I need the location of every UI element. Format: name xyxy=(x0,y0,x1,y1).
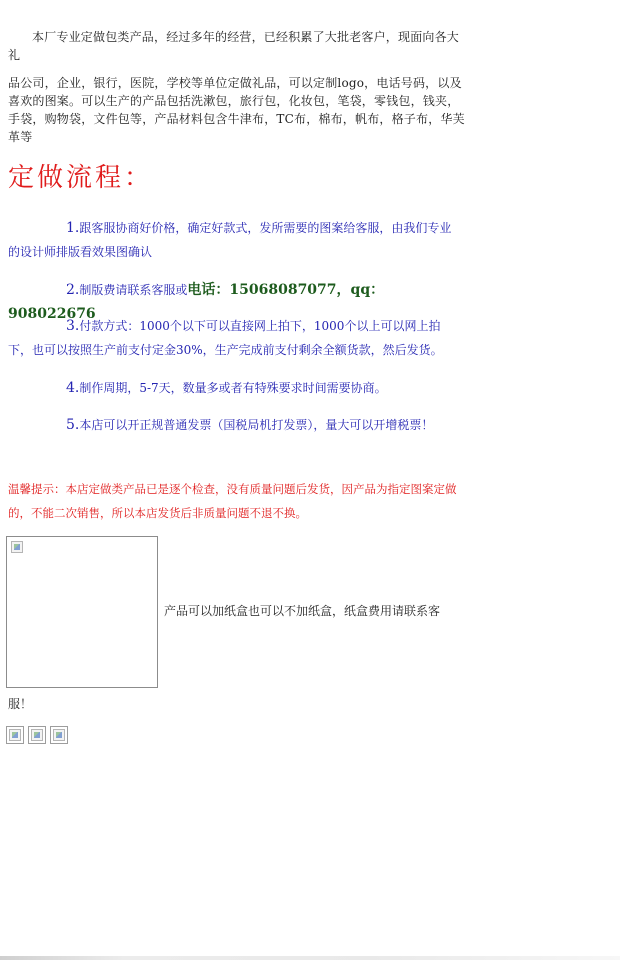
broken-image-icon xyxy=(31,729,43,741)
process-heading: 定做流程： xyxy=(8,163,154,193)
intro-first-line: 本厂专业定做包类产品，经过多年的经营，已经积累了大批老客户，现面向各大礼 xyxy=(8,30,460,62)
step-text-2: 制版费请联系客服或 xyxy=(79,283,188,297)
packaging-note-line-2: 服！ xyxy=(8,697,33,711)
step-number-3: 3. xyxy=(66,318,80,334)
thumbnail-image-2[interactable] xyxy=(28,726,46,744)
warm-tip: 温馨提示：本店定做类产品已是逐个检查，没有质量问题后发货，因产品为指定图案定做的，不能二次销售，所以本店发货后非质量问题不退不换。 xyxy=(8,482,457,520)
step-number-2: 2. xyxy=(66,282,80,298)
contact-info: 电话：15068087077，qq：908022676 xyxy=(8,282,385,322)
broken-image-icon xyxy=(9,729,21,741)
thumbnail-image-1[interactable] xyxy=(6,726,24,744)
step-text-4: 制作周期，5-7天，数量多或者有特殊要求时间需要协商。 xyxy=(79,381,387,395)
step-number-4: 4. xyxy=(66,380,80,396)
product-image-placeholder xyxy=(6,536,158,688)
broken-image-icon xyxy=(11,541,23,553)
process-step-5 xyxy=(8,413,463,437)
step-number-5: 5. xyxy=(66,417,80,433)
bottom-strip xyxy=(0,956,620,960)
broken-image-icon xyxy=(53,729,65,741)
step-text-1: 跟客服协商好价格，确定好款式，发所需要的图案给客服，由我们专业的设计师排版看效果图确认 xyxy=(8,221,452,259)
step-number-1: 1. xyxy=(66,220,80,236)
intro-paragraph xyxy=(8,28,466,146)
thumbnail-image-3[interactable] xyxy=(50,726,68,744)
thumbnail-row xyxy=(6,726,68,744)
process-step-1 xyxy=(8,216,463,264)
packaging-note-line-1: 产品可以加纸盒也可以不加纸盒，纸盒费用请联系客 xyxy=(164,604,441,618)
process-step-4 xyxy=(8,376,463,400)
intro-rest-text: 品公司，企业，银行，医院，学校等单位定做礼品，可以定制logo，电话号码，以及喜欢的图案。可以生产的产品包括洗漱包，旅行包，化妆包，笔袋，零钱包，钱夹，手袋，购物袋，文件包等，产品材料包含牛津布，TC布，棉布，帆布，格子布，华芙革等 xyxy=(8,76,465,144)
step-text-3: 付款方式：1000个以下可以直接网上拍下，1000个以上可以网上拍下，也可以按照生产前支付定金30%，生产完成前支付剩余全额货款，然后发货。 xyxy=(8,319,443,357)
process-step-3 xyxy=(8,314,463,362)
step-text-5: 本店可以开正规普通发票（国税局机打发票），量大可以开增税票！ xyxy=(79,418,434,432)
